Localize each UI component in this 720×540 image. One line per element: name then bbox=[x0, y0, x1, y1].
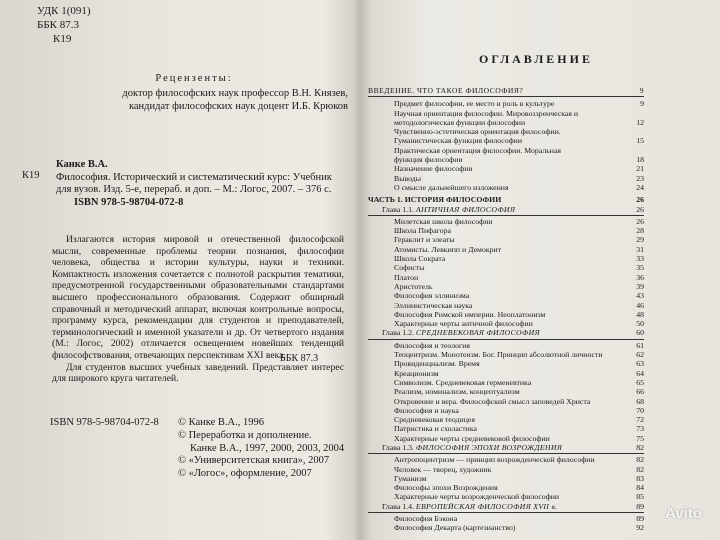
toc-chapter bbox=[368, 205, 644, 216]
toc-page-number: 35 bbox=[636, 263, 644, 273]
toc-page-number: 29 bbox=[636, 235, 644, 245]
toc-item bbox=[368, 164, 644, 173]
toc-page-number: 75 bbox=[636, 433, 644, 443]
toc-page-number: 60 bbox=[636, 328, 644, 338]
toc-entry-title: Философы эпохи Возрождения bbox=[394, 483, 498, 493]
toc-entry-title: функция философии bbox=[394, 155, 463, 165]
toc-item bbox=[368, 387, 644, 396]
toc-item bbox=[368, 146, 644, 155]
toc-item bbox=[368, 282, 644, 291]
toc-intro bbox=[368, 86, 644, 97]
toc-page-number: 62 bbox=[636, 350, 644, 360]
isbn: ISBN 978-5-98704-072-8 bbox=[74, 196, 184, 208]
toc-entry-title: Чувственно-эстетическая ориентация философии. Гуманистическая функция философии bbox=[394, 127, 561, 146]
isbn-bottom: ISBN 978-5-98704-072-8 bbox=[50, 417, 159, 428]
toc-item bbox=[368, 369, 644, 378]
toc-item bbox=[368, 99, 644, 108]
toc-page-number: 39 bbox=[636, 281, 644, 291]
toc-item bbox=[368, 273, 644, 282]
copyright-line: © «Университетская книга», 2007 bbox=[178, 455, 330, 467]
toc-item bbox=[368, 455, 644, 464]
chapter-title: АНТИЧНАЯ ФИЛОСОФИЯ bbox=[415, 204, 516, 214]
copyright-line: © «Логос», оформление, 2007 bbox=[178, 468, 312, 480]
toc-item bbox=[368, 406, 644, 415]
annotation-paragraph-1: Излагаются история мировой и отечественной философской мысли, современные проблемы теории познания, философии человека, общества и истории культуры, науки и техники. Компактность изложения сочетается с полнотой раскрытия тематики, предусмотренной государственными образовательными стандартами высшего профессионального образования. Содержит обширный справочный и методический аппарат, включая контрольные вопросы, программу курса, рекомендации для студентов и преподавателей, терминологический и именной указатели и др. От четвертого издания (М.: Логос, 2002) отличается освещением новейших тенденций философствования, отвечающих перспективам XXI века. bbox=[52, 234, 344, 361]
watermark-logo: Avito bbox=[665, 505, 702, 522]
toc-item bbox=[368, 245, 644, 254]
toc-entry-title: Теоцентризм. Монотеизм. Бог. Принцип абсолютной личности bbox=[394, 350, 603, 360]
toc-entry-title: Выводы bbox=[394, 173, 421, 183]
toc-item bbox=[368, 155, 644, 164]
toc-entry-title: Практическая ориентация философии. Моральная bbox=[394, 145, 561, 155]
toc-entry-title: Патристика и схоластика bbox=[394, 424, 477, 434]
toc-item bbox=[368, 474, 644, 483]
toc-entry-title: Платон bbox=[394, 272, 419, 282]
toc-page-number: 85 bbox=[636, 492, 644, 502]
chapter-title: СРЕДНЕВЕКОВАЯ ФИЛОСОФИЯ bbox=[415, 328, 540, 338]
bbk-bottom: ББК 87.3 bbox=[280, 353, 319, 364]
toc-item bbox=[368, 263, 644, 272]
toc-item bbox=[368, 378, 644, 387]
reviewers-title: Рецензенты: bbox=[155, 73, 233, 84]
toc-chapter bbox=[368, 502, 644, 513]
toc-page-number: 36 bbox=[636, 272, 644, 282]
toc-page-number: 24 bbox=[636, 182, 644, 192]
copyright-block bbox=[178, 417, 344, 481]
toc-entry-title: Откровение и вера. Философский смысл заповедей Христа bbox=[394, 396, 591, 406]
toc-entry-title: Гераклит и элеаты bbox=[394, 235, 455, 245]
toc-entry-title: Атомисты. Левкипп и Демокрит bbox=[394, 244, 502, 254]
toc-page-number: 70 bbox=[636, 405, 644, 415]
toc-entry-title: Характерные черты античной философии bbox=[394, 319, 533, 329]
toc-page-number: 28 bbox=[636, 226, 644, 236]
toc-page-number: 82 bbox=[636, 455, 644, 465]
toc-item bbox=[368, 183, 644, 192]
toc-entry-title: О смысле дальнейшего изложения bbox=[394, 182, 509, 192]
toc-item bbox=[368, 523, 644, 532]
toc-item bbox=[368, 174, 644, 183]
library-code: К19 bbox=[22, 170, 40, 181]
chapter-number: Глава 1.2. bbox=[382, 328, 414, 338]
toc-page-number: 46 bbox=[636, 300, 644, 310]
toc-title: ОГЛАВЛЕНИЕ bbox=[479, 52, 593, 66]
toc-entry-title: методологическая функции философии bbox=[394, 117, 526, 127]
toc-item bbox=[368, 397, 644, 406]
toc-page-number: 68 bbox=[636, 396, 644, 406]
toc-page-number: 12 bbox=[636, 117, 644, 127]
annotation-paragraph-2: Для студентов высших учебных заведений. Представляет интерес для широкого круга читателей. bbox=[52, 361, 344, 385]
book-description: Философия. Исторический и систематический курс: Учебник для вузов. Изд. 5-е, перераб. и доп. – М.: Логос, 2007. – 376 с. bbox=[56, 171, 332, 195]
toc-item bbox=[368, 291, 644, 300]
toc-page-number: 66 bbox=[636, 387, 644, 397]
toc-page-number: 89 bbox=[636, 501, 644, 511]
toc-page-number: 72 bbox=[636, 415, 644, 425]
copyright-line: © Переработка и дополнение. bbox=[178, 429, 312, 441]
toc-entry-title: Назначение философии bbox=[394, 164, 473, 174]
toc-page-number: 89 bbox=[636, 514, 644, 524]
toc-entry-title: Школа Пифагора bbox=[394, 226, 451, 236]
toc-entry-title: Школа Сократа bbox=[394, 254, 446, 264]
toc-entry-title: Научная ориентация философии. Мировоззренческая и bbox=[394, 108, 579, 118]
toc-page-number: 61 bbox=[636, 340, 644, 350]
toc-entry-title: Характерные черты средневековой философии bbox=[394, 433, 550, 443]
copyright-line: Канке В.А., 1997, 2000, 2003, 2004 bbox=[190, 442, 345, 454]
toc-item bbox=[368, 254, 644, 263]
toc-item bbox=[368, 118, 644, 127]
toc-item bbox=[368, 226, 644, 235]
toc-entry-title: Философия и наука bbox=[394, 405, 459, 415]
toc-entry-title: ЧАСТЬ 1. ИСТОРИЯ ФИЛОСОФИИ bbox=[368, 195, 502, 205]
toc-page-number: 21 bbox=[636, 164, 644, 174]
toc-page-number: 82 bbox=[636, 464, 644, 474]
toc-entry-title: Философия и теология bbox=[394, 340, 470, 350]
toc-item bbox=[368, 465, 644, 474]
toc-page-number: 48 bbox=[636, 309, 644, 319]
reviewers-block bbox=[40, 72, 348, 113]
classification-codes bbox=[37, 4, 91, 46]
toc-entry-title: Милетская школа философии bbox=[394, 216, 493, 226]
toc-item bbox=[368, 310, 644, 319]
toc-chapter bbox=[368, 443, 644, 454]
toc-entry-title: Человек — творец, художник bbox=[394, 464, 492, 474]
toc-item bbox=[368, 235, 644, 244]
toc-page-number: 33 bbox=[636, 254, 644, 264]
toc-entry-title: Креационизм bbox=[394, 368, 439, 378]
toc-part bbox=[368, 195, 644, 204]
chapter-title: ФИЛОСОФИЯ ЭПОХИ ВОЗРОЖДЕНИЯ bbox=[415, 442, 563, 452]
table-of-contents bbox=[368, 86, 644, 533]
toc-item bbox=[368, 350, 644, 359]
toc-page-number: 18 bbox=[636, 155, 644, 165]
toc-entry-title: Софисты bbox=[394, 263, 425, 273]
toc-page-number: 83 bbox=[636, 473, 644, 483]
chapter-number: Глава 1.3. bbox=[382, 442, 414, 452]
toc-entry-title: Философия эллинизма bbox=[394, 291, 470, 301]
toc-entry-title: Реализм, номинализм, концептуализм bbox=[394, 387, 520, 397]
toc-page-number: 9 bbox=[639, 86, 644, 95]
left-page bbox=[0, 0, 352, 540]
toc-entry-title: Гуманизм bbox=[394, 473, 427, 483]
reviewer-1: доктор философских наук профессор В.Н. Князев, bbox=[122, 88, 348, 99]
toc-page-number: 26 bbox=[636, 195, 644, 205]
toc-page-number: 50 bbox=[636, 319, 644, 329]
toc-item bbox=[368, 359, 644, 368]
udc-code: УДК 1(091) bbox=[37, 5, 91, 17]
toc-entry-title: Характерные черты возрожденческой философии bbox=[394, 492, 560, 502]
toc-page-number: 63 bbox=[636, 359, 644, 369]
toc-item bbox=[368, 341, 644, 350]
chapter-number: Глава 1.4. bbox=[382, 501, 414, 511]
toc-entry-title: Философия Бэкона bbox=[394, 514, 458, 524]
toc-page-number: 82 bbox=[636, 442, 644, 452]
toc-entry-title: Предмет философии, ее место и роль в культуре bbox=[394, 99, 555, 109]
toc-page-number: 92 bbox=[636, 523, 644, 533]
toc-entry-title: ВВЕДЕНИЕ. ЧТО ТАКОЕ ФИЛОСОФИЯ? bbox=[368, 86, 524, 95]
toc-item bbox=[368, 127, 644, 146]
toc-item bbox=[368, 483, 644, 492]
bibliographic-record bbox=[22, 159, 342, 209]
chapter-number: Глава 1.1. bbox=[382, 204, 414, 214]
cutter-code: К19 bbox=[53, 33, 72, 45]
toc-page-number: 26 bbox=[636, 204, 644, 214]
toc-item bbox=[368, 492, 644, 501]
right-page bbox=[352, 0, 720, 540]
toc-item bbox=[368, 319, 644, 328]
toc-entry-title: Эллинистическая наука bbox=[394, 300, 473, 310]
toc-item bbox=[368, 301, 644, 310]
toc-page-number: 73 bbox=[636, 424, 644, 434]
copyright-line: © Канке В.А., 1996 bbox=[178, 417, 264, 428]
toc-page-number: 23 bbox=[636, 173, 644, 183]
toc-item bbox=[368, 109, 644, 118]
toc-page-number: 43 bbox=[636, 291, 644, 301]
toc-page-number: 9 bbox=[640, 99, 644, 109]
toc-entry-title: Символизм. Средневековая герменевтика bbox=[394, 377, 532, 387]
toc-page-number: 31 bbox=[636, 244, 644, 254]
toc-entry-title: Антропоцентризм — принцип возрожденческой философии bbox=[394, 455, 595, 465]
chapter-title: ЕВРОПЕЙСКАЯ ФИЛОСОФИЯ XVII в. bbox=[415, 501, 558, 511]
bbk-code: ББК 87.3 bbox=[37, 19, 79, 31]
author-name: Канке В.А. bbox=[56, 159, 108, 170]
toc-page-number: 15 bbox=[636, 136, 644, 146]
toc-chapter bbox=[368, 328, 644, 339]
toc-page-number: 26 bbox=[636, 216, 644, 226]
toc-entry-title: Философия Римской империи. Неоплатонизм bbox=[394, 309, 546, 319]
toc-page-number: 84 bbox=[636, 483, 644, 493]
toc-entry-title: Провиденциализм. Время bbox=[394, 359, 480, 369]
toc-item bbox=[368, 415, 644, 424]
toc-entry-title: Средневековая теодицея bbox=[394, 415, 475, 425]
toc-item bbox=[368, 514, 644, 523]
toc-page-number: 64 bbox=[636, 368, 644, 378]
toc-item bbox=[368, 217, 644, 226]
toc-item bbox=[368, 424, 644, 433]
toc-page-number: 65 bbox=[636, 377, 644, 387]
reviewer-2: кандидат философских наук доцент И.Б. Крюков bbox=[128, 101, 348, 112]
toc-entry-title: Философия Декарта (картезианство) bbox=[394, 523, 516, 533]
toc-entry-title: Аристотель bbox=[394, 281, 433, 291]
toc-item bbox=[368, 434, 644, 443]
